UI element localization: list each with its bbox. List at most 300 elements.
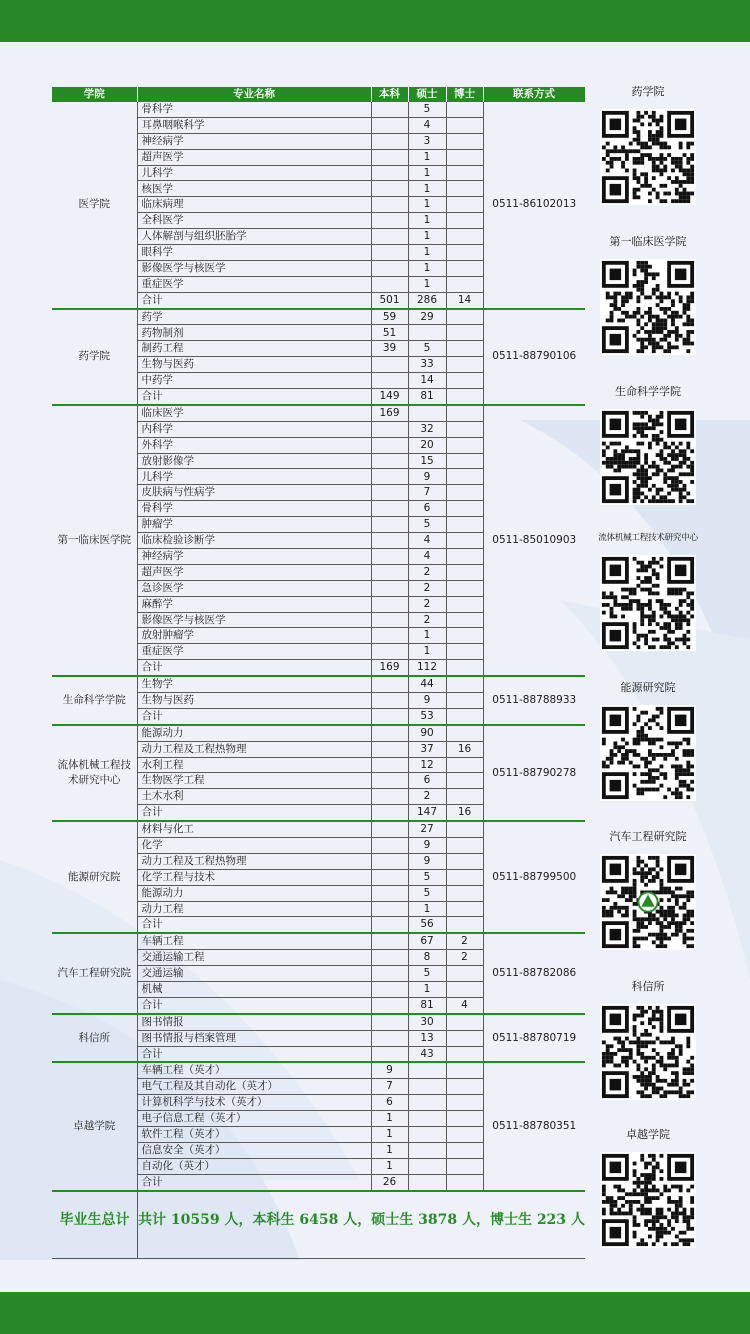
bachelor-count-cell: 59 — [371, 309, 408, 325]
major-cell: 神经病学 — [137, 548, 371, 564]
major-cell: 信息安全（英才） — [137, 1142, 371, 1158]
qr-label: 生命科学学院 — [615, 385, 681, 398]
master-count-cell — [408, 405, 446, 421]
doctor-count-cell — [446, 501, 483, 517]
doctor-count-cell: 16 — [446, 741, 483, 757]
major-cell: 外科学 — [137, 437, 371, 453]
college-name-cell: 能源研究院 — [52, 821, 137, 933]
bachelor-count-cell — [371, 133, 408, 149]
college-name-cell: 卓越学院 — [52, 1062, 137, 1190]
major-cell: 水利工程 — [137, 757, 371, 773]
table-row — [52, 933, 585, 949]
master-count-cell: 4 — [408, 117, 446, 133]
qr-code-icon[interactable] — [600, 555, 696, 651]
major-cell: 电子信息工程（英才） — [137, 1111, 371, 1127]
doctor-count-cell — [446, 676, 483, 692]
master-count-cell: 2 — [408, 596, 446, 612]
major-cell: 电气工程及其自动化（英才） — [137, 1079, 371, 1095]
doctor-count-cell — [446, 596, 483, 612]
table-row — [52, 102, 585, 117]
doctor-count-cell — [446, 1127, 483, 1143]
bachelor-count-cell — [371, 437, 408, 453]
master-count-cell — [408, 325, 446, 341]
master-count-cell: 5 — [408, 341, 446, 357]
bachelor-count-cell — [371, 213, 408, 229]
table-row — [52, 1062, 585, 1078]
master-count-cell — [408, 1095, 446, 1111]
doctor-count-cell — [446, 102, 483, 117]
doctor-count-cell — [446, 517, 483, 533]
bachelor-count-cell — [371, 773, 408, 789]
doctor-count-cell — [446, 1030, 483, 1046]
major-cell: 生物医学工程 — [137, 773, 371, 789]
grand-total-row — [52, 1180, 585, 1259]
doctor-count-cell — [446, 421, 483, 437]
bachelor-count-cell — [371, 485, 408, 501]
master-count-cell — [408, 1127, 446, 1143]
bachelor-count-cell — [371, 692, 408, 708]
master-count-cell: 6 — [408, 773, 446, 789]
master-count-cell: 9 — [408, 837, 446, 853]
bachelor-count-cell — [371, 885, 408, 901]
bachelor-count-cell: 169 — [371, 405, 408, 421]
bachelor-count-cell — [371, 997, 408, 1013]
master-count-cell: 44 — [408, 676, 446, 692]
major-cell: 交通运输工程 — [137, 950, 371, 966]
master-count-cell: 30 — [408, 1014, 446, 1030]
major-cell: 能源动力 — [137, 725, 371, 741]
master-count-cell: 3 — [408, 133, 446, 149]
doctor-count-cell — [446, 757, 483, 773]
bachelor-count-cell — [371, 725, 408, 741]
bachelor-count-cell — [371, 981, 408, 997]
master-count-cell: 1 — [408, 260, 446, 276]
doctor-count-cell — [446, 325, 483, 341]
header-doctor: 博士 — [446, 87, 483, 102]
master-count-cell — [408, 1158, 446, 1174]
major-cell: 合计 — [137, 389, 371, 405]
master-count-cell: 20 — [408, 437, 446, 453]
major-cell: 合计 — [137, 660, 371, 676]
qr-code-icon[interactable] — [600, 854, 696, 950]
doctor-count-cell: 2 — [446, 950, 483, 966]
doctor-count-cell — [446, 789, 483, 805]
bachelor-count-cell — [371, 548, 408, 564]
table-row — [52, 405, 585, 421]
bachelor-count-cell — [371, 357, 408, 373]
doctor-count-cell — [446, 341, 483, 357]
bachelor-count-cell: 9 — [371, 1062, 408, 1078]
major-cell: 合计 — [137, 805, 371, 821]
major-cell: 土木水利 — [137, 789, 371, 805]
doctor-count-cell — [446, 869, 483, 885]
qr-block — [592, 830, 704, 950]
header-college: 学院 — [52, 87, 137, 102]
major-cell: 放射影像学 — [137, 453, 371, 469]
table-row — [52, 821, 585, 837]
master-count-cell: 12 — [408, 757, 446, 773]
major-cell: 合计 — [137, 1046, 371, 1062]
doctor-count-cell — [446, 660, 483, 676]
bachelor-count-cell: 149 — [371, 389, 408, 405]
bachelor-count-cell — [371, 580, 408, 596]
major-cell: 重症医学 — [137, 644, 371, 660]
master-count-cell: 5 — [408, 517, 446, 533]
major-cell: 软件工程（英才） — [137, 1127, 371, 1143]
master-count-cell: 4 — [408, 548, 446, 564]
bachelor-count-cell — [371, 260, 408, 276]
qr-block — [592, 385, 704, 505]
grand-total-text: 共计 10559 人，本科生 6458 人，硕士生 3878 人，博士生 223 人 — [138, 1212, 585, 1228]
bachelor-count-cell: 1 — [371, 1111, 408, 1127]
major-cell: 耳鼻咽喉科学 — [137, 117, 371, 133]
bachelor-count-cell — [371, 837, 408, 853]
header-master: 硕士 — [408, 87, 446, 102]
college-name-cell: 汽车工程研究院 — [52, 933, 137, 1013]
bachelor-count-cell — [371, 757, 408, 773]
major-cell: 图书情报与档案管理 — [137, 1030, 371, 1046]
qr-block — [592, 980, 704, 1100]
bachelor-count-cell: 26 — [371, 1174, 408, 1190]
bachelor-count-cell — [371, 421, 408, 437]
grand-total-label: 毕业生总计 — [52, 1180, 138, 1258]
doctor-count-cell — [446, 276, 483, 292]
major-cell: 眼科学 — [137, 245, 371, 261]
doctor-count-cell — [446, 981, 483, 997]
doctor-count-cell — [446, 1111, 483, 1127]
master-count-cell: 37 — [408, 741, 446, 757]
major-cell: 中药学 — [137, 373, 371, 389]
bachelor-count-cell — [371, 564, 408, 580]
contact-phone-cell: 0511-88782086 — [483, 933, 585, 1013]
master-count-cell: 5 — [408, 966, 446, 982]
doctor-count-cell — [446, 1046, 483, 1062]
doctor-count-cell — [446, 885, 483, 901]
bachelor-count-cell — [371, 453, 408, 469]
master-count-cell: 53 — [408, 708, 446, 724]
master-count-cell: 8 — [408, 950, 446, 966]
bachelor-count-cell — [371, 1046, 408, 1062]
master-count-cell: 6 — [408, 501, 446, 517]
major-cell: 合计 — [137, 917, 371, 933]
master-count-cell: 1 — [408, 165, 446, 181]
major-cell: 药学 — [137, 309, 371, 325]
doctor-count-cell — [446, 564, 483, 580]
contact-phone-cell: 0511-85010903 — [483, 405, 585, 676]
doctor-count-cell: 16 — [446, 805, 483, 821]
major-cell: 自动化（英才） — [137, 1158, 371, 1174]
bachelor-count-cell — [371, 276, 408, 292]
doctor-count-cell — [446, 1142, 483, 1158]
bachelor-count-cell — [371, 917, 408, 933]
master-count-cell — [408, 1062, 446, 1078]
qr-label: 第一临床医学院 — [609, 235, 687, 248]
major-cell: 神经病学 — [137, 133, 371, 149]
master-count-cell: 15 — [408, 453, 446, 469]
master-count-cell: 1 — [408, 628, 446, 644]
bachelor-count-cell — [371, 229, 408, 245]
college-name-cell: 流体机械工程技术研究中心 — [52, 725, 137, 821]
college-name-cell: 科信所 — [52, 1014, 137, 1063]
doctor-count-cell — [446, 485, 483, 501]
major-cell: 机械 — [137, 981, 371, 997]
master-count-cell: 1 — [408, 197, 446, 213]
master-count-cell: 1 — [408, 245, 446, 261]
doctor-count-cell — [446, 821, 483, 837]
bachelor-count-cell — [371, 612, 408, 628]
bachelor-count-cell: 1 — [371, 1127, 408, 1143]
doctor-count-cell — [446, 692, 483, 708]
major-cell: 临床检验诊断学 — [137, 533, 371, 549]
doctor-count-cell — [446, 548, 483, 564]
table-row — [52, 725, 585, 741]
qr-code-icon[interactable] — [600, 259, 696, 355]
bachelor-count-cell: 6 — [371, 1095, 408, 1111]
master-count-cell: 43 — [408, 1046, 446, 1062]
table-row — [52, 309, 585, 325]
master-count-cell: 32 — [408, 421, 446, 437]
major-cell: 生物与医药 — [137, 692, 371, 708]
major-cell: 麻醉学 — [137, 596, 371, 612]
major-cell: 材料与化工 — [137, 821, 371, 837]
major-cell: 图书情报 — [137, 1014, 371, 1030]
major-cell: 交通运输 — [137, 966, 371, 982]
major-cell: 皮肤病与性病学 — [137, 485, 371, 501]
table-row — [52, 676, 585, 692]
major-cell: 合计 — [137, 292, 371, 308]
qr-block — [592, 681, 704, 801]
contact-phone-cell: 0511-88780351 — [483, 1062, 585, 1190]
doctor-count-cell — [446, 580, 483, 596]
bachelor-count-cell — [371, 708, 408, 724]
master-count-cell: 9 — [408, 853, 446, 869]
doctor-count-cell — [446, 213, 483, 229]
doctor-count-cell — [446, 837, 483, 853]
qr-code-icon[interactable] — [600, 705, 696, 801]
qr-block — [592, 531, 704, 651]
doctor-count-cell — [446, 117, 483, 133]
master-count-cell: 14 — [408, 373, 446, 389]
doctor-count-cell — [446, 405, 483, 421]
major-cell: 车辆工程（英才） — [137, 1062, 371, 1078]
doctor-count-cell — [446, 469, 483, 485]
bachelor-count-cell — [371, 245, 408, 261]
doctor-count-cell — [446, 853, 483, 869]
master-count-cell: 1 — [408, 276, 446, 292]
major-cell: 影像医学与核医学 — [137, 260, 371, 276]
bachelor-count-cell: 39 — [371, 341, 408, 357]
college-name-cell: 第一临床医学院 — [52, 405, 137, 676]
graduate-table — [52, 87, 586, 1192]
master-count-cell: 1 — [408, 149, 446, 165]
bachelor-count-cell — [371, 853, 408, 869]
bachelor-count-cell — [371, 628, 408, 644]
contact-phone-cell: 0511-88790278 — [483, 725, 585, 821]
college-name-cell: 医学院 — [52, 102, 137, 309]
master-count-cell: 1 — [408, 213, 446, 229]
bachelor-count-cell — [371, 933, 408, 949]
qr-label: 药学院 — [631, 85, 665, 98]
doctor-count-cell — [446, 373, 483, 389]
qr-block — [592, 235, 704, 355]
qr-label: 能源研究院 — [620, 681, 676, 694]
master-count-cell: 7 — [408, 485, 446, 501]
master-count-cell: 2 — [408, 612, 446, 628]
master-count-cell — [408, 1111, 446, 1127]
qr-code-icon[interactable] — [600, 409, 696, 505]
major-cell: 合计 — [137, 708, 371, 724]
master-count-cell: 286 — [408, 292, 446, 308]
bachelor-count-cell — [371, 102, 408, 117]
major-cell: 动力工程及工程热物理 — [137, 741, 371, 757]
bachelor-count-cell: 51 — [371, 325, 408, 341]
doctor-count-cell: 4 — [446, 997, 483, 1013]
college-name-cell: 药学院 — [52, 309, 137, 405]
bachelor-count-cell — [371, 950, 408, 966]
doctor-count-cell — [446, 149, 483, 165]
bachelor-count-cell — [371, 533, 408, 549]
major-cell: 影像医学与核医学 — [137, 612, 371, 628]
bachelor-count-cell — [371, 1030, 408, 1046]
doctor-count-cell — [446, 165, 483, 181]
master-count-cell: 5 — [408, 869, 446, 885]
major-cell: 骨科学 — [137, 102, 371, 117]
bachelor-count-cell — [371, 676, 408, 692]
qr-label: 科信所 — [631, 980, 665, 993]
major-cell: 制药工程 — [137, 341, 371, 357]
master-count-cell: 1 — [408, 229, 446, 245]
doctor-count-cell — [446, 437, 483, 453]
doctor-count-cell — [446, 1079, 483, 1095]
qr-code-icon[interactable] — [600, 109, 696, 205]
major-cell: 动力工程及工程热物理 — [137, 853, 371, 869]
major-cell: 全科医学 — [137, 213, 371, 229]
table-header-row — [52, 87, 585, 102]
master-count-cell: 1 — [408, 981, 446, 997]
header-major: 专业名称 — [137, 87, 371, 102]
master-count-cell: 33 — [408, 357, 446, 373]
bachelor-count-cell — [371, 181, 408, 197]
major-cell: 骨科学 — [137, 501, 371, 517]
doctor-count-cell — [446, 708, 483, 724]
master-count-cell: 56 — [408, 917, 446, 933]
master-count-cell: 2 — [408, 789, 446, 805]
qr-block — [592, 1128, 704, 1248]
contact-phone-cell: 0511-88790106 — [483, 309, 585, 405]
major-cell: 合计 — [137, 997, 371, 1013]
contact-phone-cell: 0511-88788933 — [483, 676, 585, 725]
master-count-cell: 9 — [408, 692, 446, 708]
bachelor-count-cell — [371, 469, 408, 485]
master-count-cell: 112 — [408, 660, 446, 676]
doctor-count-cell — [446, 245, 483, 261]
header-contact: 联系方式 — [483, 87, 585, 102]
doctor-count-cell: 14 — [446, 292, 483, 308]
doctor-count-cell — [446, 133, 483, 149]
major-cell: 临床医学 — [137, 405, 371, 421]
master-count-cell: 4 — [408, 533, 446, 549]
major-cell: 儿科学 — [137, 469, 371, 485]
top-green-bar — [0, 0, 750, 42]
major-cell: 临床病理 — [137, 197, 371, 213]
master-count-cell: 13 — [408, 1030, 446, 1046]
master-count-cell: 147 — [408, 805, 446, 821]
master-count-cell: 67 — [408, 933, 446, 949]
bachelor-count-cell — [371, 821, 408, 837]
bachelor-count-cell — [371, 501, 408, 517]
major-cell: 肿瘤学 — [137, 517, 371, 533]
major-cell: 药物制剂 — [137, 325, 371, 341]
major-cell: 急诊医学 — [137, 580, 371, 596]
major-cell: 车辆工程 — [137, 933, 371, 949]
major-cell: 合计 — [137, 1174, 371, 1190]
qr-code-icon[interactable] — [600, 1152, 696, 1248]
qr-code-icon[interactable] — [600, 1004, 696, 1100]
master-count-cell — [408, 1079, 446, 1095]
table-body — [52, 102, 585, 1191]
major-cell: 计算机科学与技术（英才） — [137, 1095, 371, 1111]
header-bachelor: 本科 — [371, 87, 408, 102]
major-cell: 内科学 — [137, 421, 371, 437]
doctor-count-cell — [446, 773, 483, 789]
doctor-count-cell — [446, 357, 483, 373]
qr-label: 卓越学院 — [626, 1128, 670, 1141]
major-cell: 核医学 — [137, 181, 371, 197]
bachelor-count-cell — [371, 789, 408, 805]
bachelor-count-cell — [371, 901, 408, 917]
doctor-count-cell — [446, 725, 483, 741]
master-count-cell: 29 — [408, 309, 446, 325]
bachelor-count-cell: 7 — [371, 1079, 408, 1095]
master-count-cell: 1 — [408, 181, 446, 197]
contact-phone-cell: 0511-88780719 — [483, 1014, 585, 1063]
doctor-count-cell — [446, 453, 483, 469]
major-cell: 超声医学 — [137, 149, 371, 165]
doctor-count-cell — [446, 966, 483, 982]
bachelor-count-cell — [371, 644, 408, 660]
major-cell: 生物与医药 — [137, 357, 371, 373]
bachelor-count-cell — [371, 149, 408, 165]
master-count-cell — [408, 1142, 446, 1158]
doctor-count-cell — [446, 917, 483, 933]
doctor-count-cell — [446, 628, 483, 644]
bachelor-count-cell — [371, 1014, 408, 1030]
major-cell: 儿科学 — [137, 165, 371, 181]
master-count-cell: 2 — [408, 564, 446, 580]
master-count-cell: 2 — [408, 580, 446, 596]
bachelor-count-cell — [371, 596, 408, 612]
master-count-cell: 9 — [408, 469, 446, 485]
doctor-count-cell — [446, 260, 483, 276]
bachelor-count-cell — [371, 117, 408, 133]
bachelor-count-cell: 169 — [371, 660, 408, 676]
master-count-cell: 1 — [408, 901, 446, 917]
contact-phone-cell: 0511-86102013 — [483, 102, 585, 309]
doctor-count-cell — [446, 1158, 483, 1174]
major-cell: 超声医学 — [137, 564, 371, 580]
bottom-green-bar — [0, 1292, 750, 1334]
major-cell: 放射肿瘤学 — [137, 628, 371, 644]
bachelor-count-cell — [371, 741, 408, 757]
major-cell: 动力工程 — [137, 901, 371, 917]
doctor-count-cell — [446, 901, 483, 917]
doctor-count-cell — [446, 229, 483, 245]
bachelor-count-cell: 1 — [371, 1158, 408, 1174]
major-cell: 生物学 — [137, 676, 371, 692]
major-cell: 能源动力 — [137, 885, 371, 901]
master-count-cell: 27 — [408, 821, 446, 837]
bachelor-count-cell — [371, 165, 408, 181]
